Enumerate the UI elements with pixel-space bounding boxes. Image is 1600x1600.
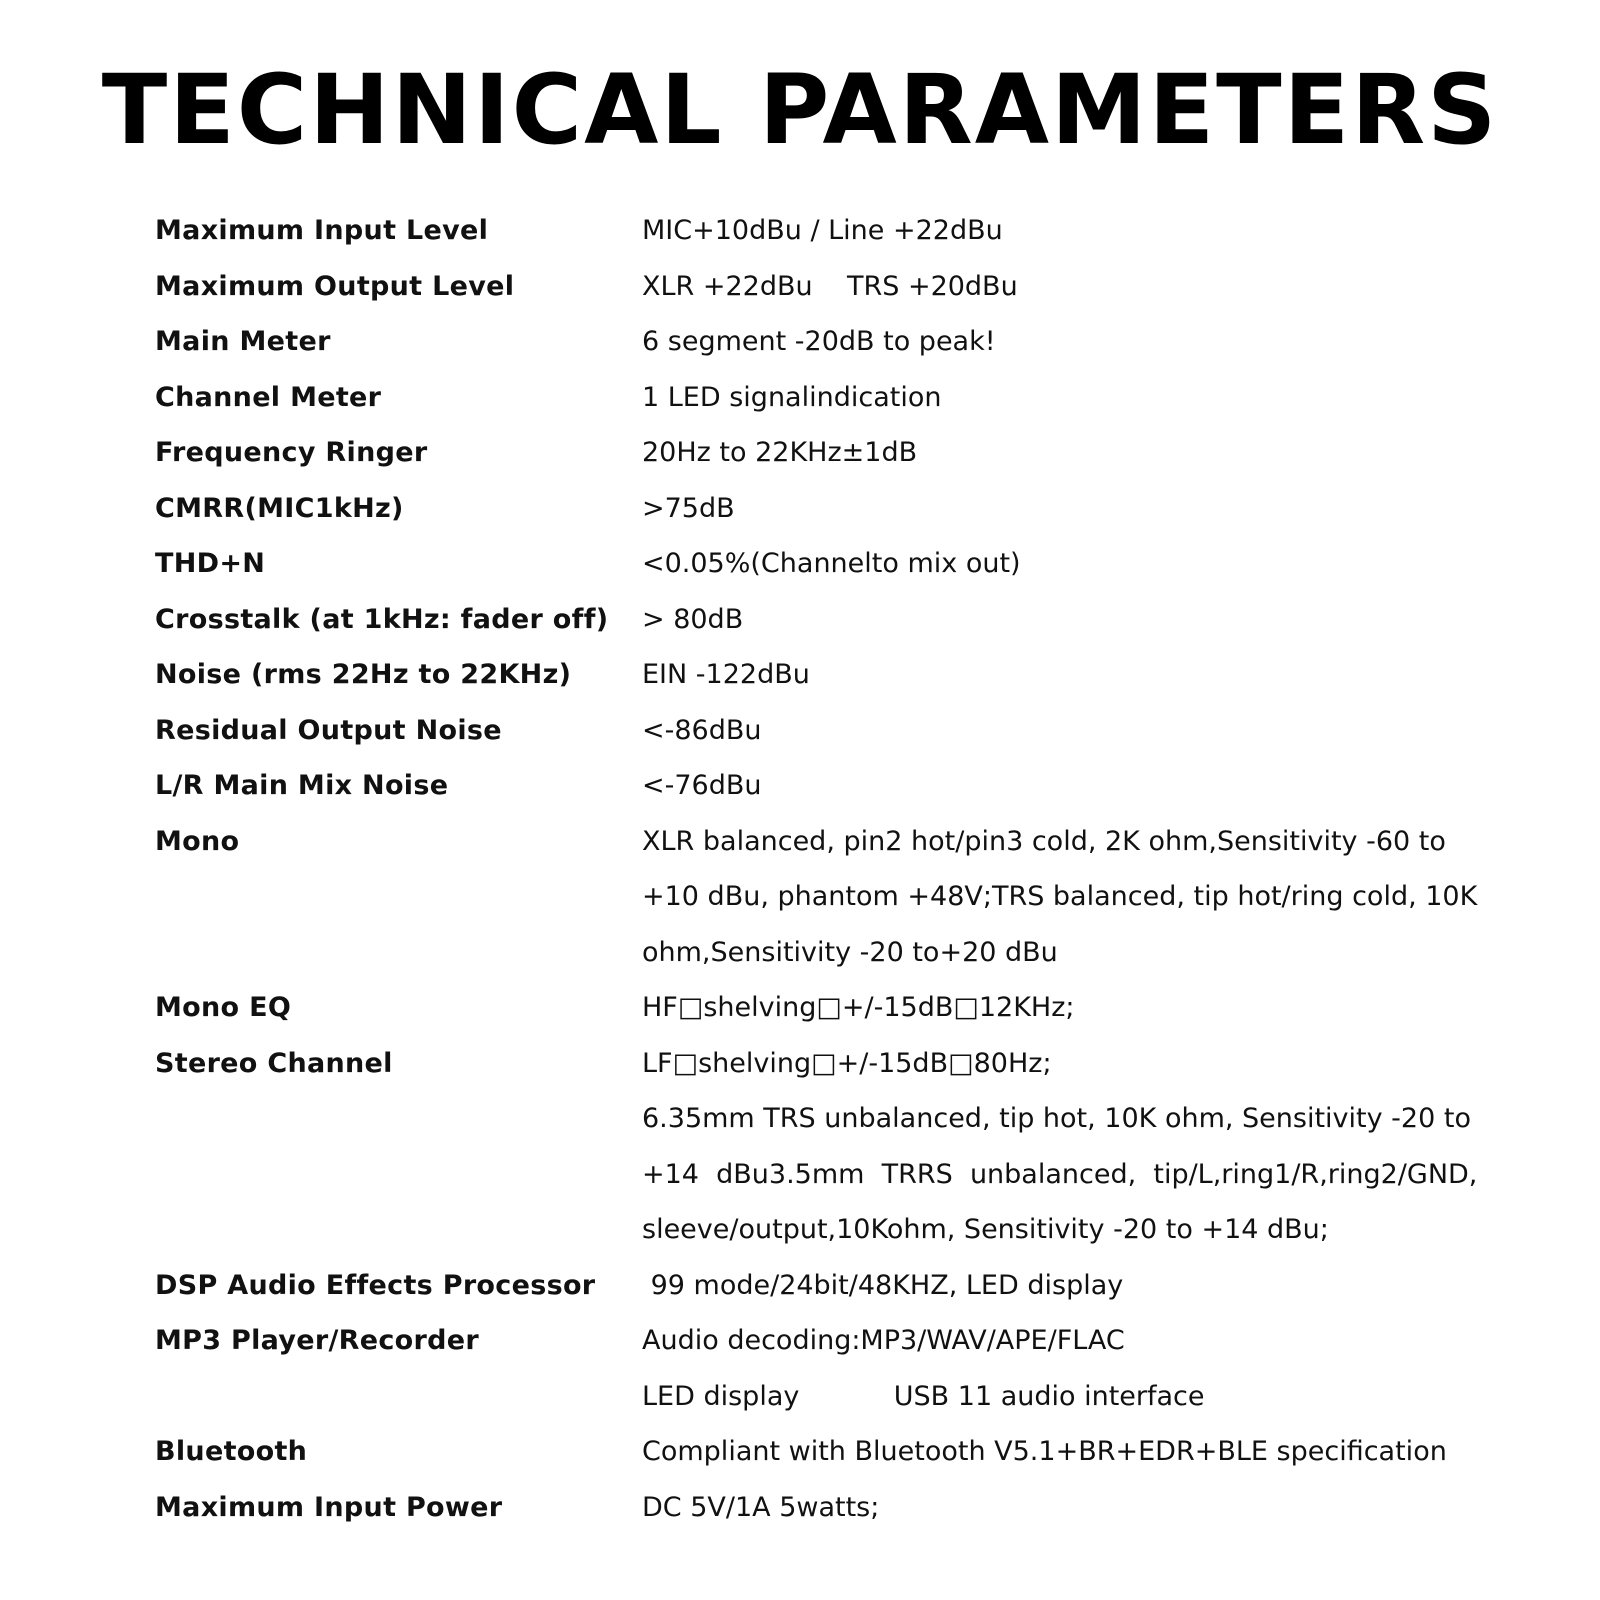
spec-label: CMRR(MIC1kHz) xyxy=(155,492,404,524)
spec-row xyxy=(155,758,1455,814)
spec-value-line: <-86dBu xyxy=(642,714,762,746)
spec-row xyxy=(155,481,1455,537)
spec-row xyxy=(155,1424,1455,1480)
spec-values xyxy=(642,703,1455,759)
spec-value-line: 99 mode/24bit/48KHZ, LED display xyxy=(642,1269,1124,1301)
spec-values xyxy=(642,1480,1455,1536)
spec-value-line: LF□shelving□+/-15dB□80Hz; xyxy=(642,1047,1052,1079)
spec-value-line: <0.05%(Channelto mix out) xyxy=(642,548,1021,579)
spec-label: Bluetooth xyxy=(155,1436,308,1467)
spec-value-line: LED display USB 11 audio interface xyxy=(642,1380,1205,1412)
spec-value-line: ohm,Sensitivity -20 to+20 dBu xyxy=(642,936,1058,968)
spec-row xyxy=(155,1036,1478,1258)
spec-row xyxy=(155,425,1455,481)
spec-label: Stereo Channel xyxy=(155,1047,393,1079)
spec-values xyxy=(642,592,1455,648)
spec-row xyxy=(155,814,1478,981)
spec-label: Mono EQ xyxy=(155,992,292,1023)
spec-value-line: >75dB xyxy=(642,492,735,524)
spec-values xyxy=(642,1313,1455,1424)
spec-values xyxy=(642,536,1455,592)
spec-row xyxy=(155,1258,1455,1314)
spec-value-line: 6 segment -20dB to peak! xyxy=(642,326,996,357)
spec-label: THD+N xyxy=(155,548,266,579)
spec-value-line: 20Hz to 22KHz±1dB xyxy=(642,437,918,468)
spec-label: DSP Audio Effects Processor xyxy=(155,1269,596,1301)
spec-values xyxy=(642,814,1477,981)
spec-values xyxy=(642,425,1455,481)
spec-value-line: 6.35mm TRS unbalanced, tip hot, 10K ohm, Sensitivity -20 to xyxy=(642,1103,1471,1134)
spec-values xyxy=(642,203,1455,259)
spec-value-line: HF□shelving□+/-15dB□12KHz; xyxy=(642,992,1075,1023)
spec-values xyxy=(642,647,1455,703)
spec-label: Crosstalk (at 1kHz: fader off) xyxy=(155,603,609,635)
spec-values xyxy=(642,259,1455,315)
spec-label: Residual Output Noise xyxy=(155,714,502,746)
spec-value-line: Audio decoding:MP3/WAV/APE/FLAC xyxy=(642,1325,1125,1356)
spec-label: Channel Meter xyxy=(155,381,382,413)
spec-value-line: Compliant with Bluetooth V5.1+BR+EDR+BLE specification xyxy=(642,1436,1447,1467)
spec-row xyxy=(155,203,1455,259)
spec-row xyxy=(155,1480,1455,1536)
spec-label: L/R Main Mix Noise xyxy=(155,770,449,801)
spec-values xyxy=(642,758,1455,814)
spec-value-line: MIC+10dBu / Line +22dBu xyxy=(642,215,1003,246)
spec-value-line: <-76dBu xyxy=(642,770,762,801)
spec-row xyxy=(155,703,1455,759)
spec-row xyxy=(155,536,1455,592)
spec-row xyxy=(155,592,1455,648)
spec-row xyxy=(155,259,1455,315)
spec-values xyxy=(642,370,1455,426)
spec-value-line: +10 dBu, phantom +48V;TRS balanced, tip hot/ring cold, 10K xyxy=(642,881,1478,912)
spec-values xyxy=(642,1424,1455,1480)
spec-row xyxy=(155,647,1455,703)
spec-value-line: EIN -122dBu xyxy=(642,659,810,690)
spec-row xyxy=(155,314,1455,370)
spec-label: Maximum Input Level xyxy=(155,215,489,246)
spec-value-line: XLR +22dBu TRS +20dBu xyxy=(642,270,1018,302)
page-title: TECHNICAL PARAMETERS xyxy=(101,54,1499,166)
spec-label: Maximum Output Level xyxy=(155,270,515,302)
spec-label: MP3 Player/Recorder xyxy=(155,1325,479,1356)
spec-values xyxy=(642,980,1455,1036)
spec-label: Maximum Input Power xyxy=(155,1491,503,1523)
spec-values xyxy=(642,314,1455,370)
spec-value-line: sleeve/output,10Kohm, Sensitivity -20 to +14 dBu; xyxy=(642,1214,1329,1245)
spec-value-line: 1 LED signalindication xyxy=(642,381,942,413)
spec-label: Main Meter xyxy=(155,326,331,357)
spec-table xyxy=(155,203,1478,1535)
spec-values xyxy=(642,1036,1477,1258)
spec-row xyxy=(155,1313,1455,1424)
spec-row xyxy=(155,980,1455,1036)
spec-values xyxy=(642,1258,1455,1314)
spec-row xyxy=(155,370,1455,426)
spec-value-line: DC 5V/1A 5watts; xyxy=(642,1491,880,1523)
spec-values xyxy=(642,481,1455,537)
spec-value-line: +14 dBu3.5mm TRRS unbalanced, tip/L,ring1/R,ring2/GND, xyxy=(642,1158,1478,1190)
spec-value-line: > 80dB xyxy=(642,603,744,635)
spec-label: Mono xyxy=(155,825,240,857)
spec-label: Frequency Ringer xyxy=(155,437,428,468)
spec-label: Noise (rms 22Hz to 22KHz) xyxy=(155,659,572,690)
spec-value-line: XLR balanced, pin2 hot/pin3 cold, 2K ohm,Sensitivity -60 to xyxy=(642,825,1446,857)
